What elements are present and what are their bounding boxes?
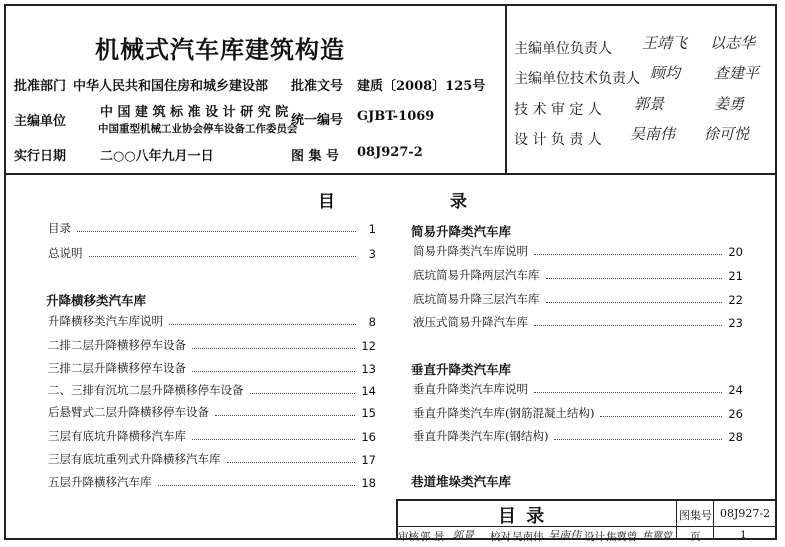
signature: 徐可悦 xyxy=(704,125,750,143)
header-divider xyxy=(505,4,507,175)
leader-dots xyxy=(192,439,355,440)
atlas-no: 08J927-2 xyxy=(357,145,423,160)
toc-entry[interactable] xyxy=(48,337,376,353)
leader-dots xyxy=(554,439,722,440)
toc-entry-label: 垂直升降类汽车库说明 xyxy=(413,382,528,396)
toc-entry-page: 12 xyxy=(361,339,376,353)
toc-entry[interactable] xyxy=(413,243,743,259)
design-signature: 焦冀曾 xyxy=(642,531,672,542)
toc-entry-label: 垂直升降类汽车库(钢筋混凝土结构) xyxy=(413,406,595,420)
leader-dots xyxy=(250,393,356,394)
toc-entry-page: 1 xyxy=(368,222,376,236)
toc-entry-label: 升降横移类汽车库说明 xyxy=(48,314,163,328)
atlas-value: 08J927-2 xyxy=(720,507,771,520)
leader-dots xyxy=(158,485,356,486)
toc-entry-page: 26 xyxy=(728,407,743,421)
toc-entry-page: 13 xyxy=(361,362,376,376)
leader-dots xyxy=(227,462,356,463)
toc-entry-label: 简易升降类汽车库说明 xyxy=(413,244,528,258)
toc-heading-right: 录 xyxy=(450,192,467,212)
design-label: 设计 xyxy=(584,531,605,543)
impl-date: 二○○八年九月一日 xyxy=(100,149,214,164)
toc-section-title: 巷道堆垛类汽车库 xyxy=(411,474,512,489)
toc-entry[interactable] xyxy=(413,314,743,330)
toc-entry[interactable] xyxy=(413,267,743,283)
leader-dots xyxy=(192,371,355,372)
toc-entry-page: 22 xyxy=(728,293,743,307)
leader-dots xyxy=(534,325,722,326)
toc-entry-page: 21 xyxy=(728,269,743,283)
title-block-rule xyxy=(676,499,677,540)
atlas-label: 图集号 xyxy=(679,509,712,522)
toc-section-title: 升降横移类汽车库 xyxy=(46,293,147,308)
approval-no: 建质〔2008〕125号 xyxy=(357,79,486,94)
toc-entry-label: 垂直升降类汽车库(钢结构) xyxy=(413,429,549,443)
toc-entry[interactable] xyxy=(48,245,376,261)
check-signature: 吴南伟 xyxy=(548,529,581,542)
toc-entry-label: 三排二层升降横移停车设备 xyxy=(48,361,186,375)
document-title: 机械式汽车库建筑构造 xyxy=(95,36,345,64)
approval-no-label: 批准文号 xyxy=(291,79,344,94)
toc-entry-label: 总说明 xyxy=(48,246,83,260)
leader-dots xyxy=(600,416,722,417)
title-block-title: 目 录 xyxy=(498,506,547,527)
toc-entry[interactable] xyxy=(413,291,743,307)
unified-no: GJBT-1069 xyxy=(357,109,435,124)
toc-entry[interactable] xyxy=(413,381,743,397)
leader-dots xyxy=(77,231,356,232)
toc-entry[interactable] xyxy=(48,404,376,420)
impl-date-label: 实行日期 xyxy=(14,149,67,164)
toc-entry[interactable] xyxy=(48,382,376,398)
check-label: 校对 xyxy=(490,531,511,543)
approval-dept-label: 批准部门 xyxy=(14,79,67,94)
toc-entry[interactable] xyxy=(48,474,376,490)
responsible-role: 主编单位技术负责人 xyxy=(514,71,640,87)
toc-entry-label: 五层升降横移汽车库 xyxy=(48,475,152,489)
title-block-rule xyxy=(713,499,714,540)
leader-dots xyxy=(89,256,357,257)
toc-entry[interactable] xyxy=(48,451,376,467)
leader-dots xyxy=(169,324,356,325)
editor-unit-1: 中 国 建 筑 标 准 设 计 研 究 院 xyxy=(100,105,289,120)
leader-dots xyxy=(192,348,355,349)
toc-entry-label: 二排二层升降横移停车设备 xyxy=(48,338,186,352)
editor-unit-2: 中国重型机械工业协会停车设备工作委员会 xyxy=(98,123,298,135)
toc-entry[interactable] xyxy=(48,428,376,444)
signature: 王靖飞 xyxy=(642,34,688,52)
signature: 查建平 xyxy=(714,64,760,82)
toc-entry-page: 28 xyxy=(728,430,743,444)
toc-entry-page: 16 xyxy=(361,430,376,444)
approval-dept: 中华人民共和国住房和城乡建设部 xyxy=(73,79,269,94)
toc-entry-page: 17 xyxy=(361,453,376,467)
leader-dots xyxy=(546,278,723,279)
toc-entry[interactable] xyxy=(48,313,376,329)
signature: 吴南伟 xyxy=(630,125,676,143)
responsible-role: 主编单位负责人 xyxy=(514,41,612,57)
leader-dots xyxy=(534,254,722,255)
design-name: 焦冀曾 xyxy=(606,531,638,543)
review-label: 审核 xyxy=(398,531,419,543)
toc-entry-page: 24 xyxy=(728,383,743,397)
toc-entry-label: 三层有底坑升降横移汽车库 xyxy=(48,429,186,443)
review-signature: 郭景 xyxy=(452,529,474,542)
toc-entry-label: 三层有底坑重列式升降横移汽车库 xyxy=(48,452,221,466)
toc-entry-page: 15 xyxy=(361,406,376,420)
leader-dots xyxy=(215,415,355,416)
toc-entry[interactable] xyxy=(48,220,376,236)
toc-entry[interactable] xyxy=(413,405,743,421)
toc-section-title: 简易升降类汽车库 xyxy=(411,224,512,239)
toc-entry-page: 18 xyxy=(361,476,376,490)
signature: 顾均 xyxy=(650,64,681,82)
atlas-no-label: 图 集 号 xyxy=(291,149,340,164)
review-name: 郭 景 xyxy=(420,531,445,543)
toc-entry-page: 14 xyxy=(361,384,376,398)
leader-dots xyxy=(534,392,722,393)
toc-entry-label: 液压式简易升降汽车库 xyxy=(413,315,528,329)
page-value: 1 xyxy=(740,529,747,541)
toc-entry-page: 20 xyxy=(728,245,743,259)
check-name: 吴南伟 xyxy=(512,531,544,543)
signature: 郭景 xyxy=(634,95,665,113)
toc-entry[interactable] xyxy=(48,360,376,376)
responsible-role: 技 术 审 定 人 xyxy=(514,102,602,118)
editor-unit-label: 主编单位 xyxy=(14,114,67,129)
toc-entry-label: 二、三排有沉坑二层升降横移停车设备 xyxy=(48,383,244,397)
toc-entry-page: 3 xyxy=(368,247,376,261)
unified-no-label: 统一编号 xyxy=(291,113,344,128)
toc-section-title: 垂直升降类汽车库 xyxy=(411,362,512,377)
toc-heading-left: 目 xyxy=(318,192,335,212)
toc-entry-label: 底坑简易升降三层汽车库 xyxy=(413,292,540,306)
toc-entry[interactable] xyxy=(413,428,743,444)
toc-entry-page: 8 xyxy=(368,315,376,329)
responsible-role: 设 计 负 责 人 xyxy=(514,132,602,148)
toc-entry-label: 后悬臂式二层升降横移停车设备 xyxy=(48,405,209,419)
toc-entry-page: 23 xyxy=(728,316,743,330)
page-label: 页 xyxy=(690,531,701,543)
toc-entry-label: 目录 xyxy=(48,221,71,235)
signature: 姜勇 xyxy=(714,95,745,113)
toc-entry-label: 底坑简易升降两层汽车库 xyxy=(413,268,540,282)
leader-dots xyxy=(546,302,723,303)
signature: 以志华 xyxy=(710,34,756,52)
